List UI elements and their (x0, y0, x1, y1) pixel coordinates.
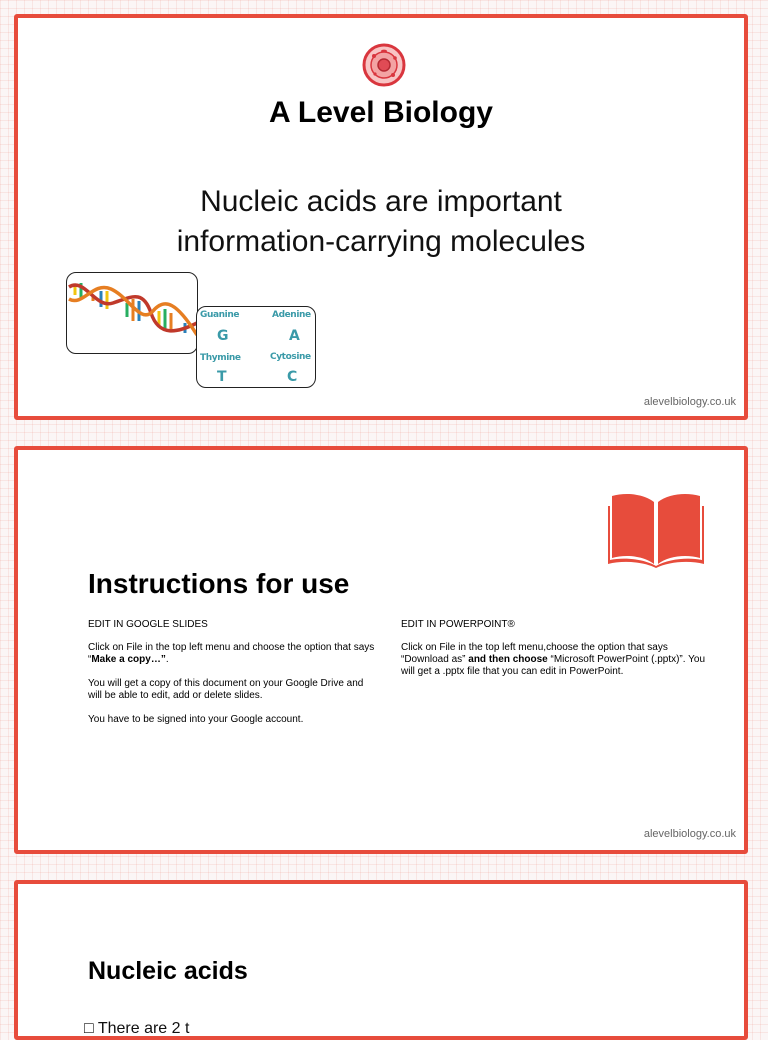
base-letter-a: A (289, 328, 300, 344)
google-slides-instructions (88, 619, 378, 738)
instructions-slide (14, 446, 748, 854)
google-step-3: You have to be signed into your Google account. (88, 714, 304, 725)
slide-title: Nucleic acids (88, 957, 248, 985)
base-letter-t: T (217, 369, 227, 385)
base-letter-c: C (287, 369, 298, 385)
dna-bases-table (196, 306, 316, 388)
base-letter-g: G (217, 328, 229, 344)
subtitle-line-1: Nucleic acids are important (200, 185, 562, 218)
base-name-thymine: Thymine (200, 353, 241, 363)
bullet-text: There are 2 t (97, 1020, 190, 1037)
slide-title: A Level Biology (269, 96, 493, 129)
book-icon (608, 492, 704, 568)
dna-helix-image (66, 272, 198, 354)
cell-icon (362, 41, 406, 89)
powerpoint-step-1: Click on File in the top left menu,choose the option that says “Download as” and then choose “Microsoft PowerPoint (.pptx)”. You will get a .pptx file that you can edit in PowerPoint. (401, 642, 706, 677)
base-name-adenine: Adenine (272, 310, 311, 320)
google-step-2: You will get a copy of this document on your Google Drive and will be able to edit, add or delete slides. (88, 678, 364, 701)
site-footer: alevelbiology.co.uk (643, 828, 736, 840)
powerpoint-heading: EDIT IN POWERPOINT® (401, 619, 515, 630)
dna-helix-icon (67, 273, 197, 353)
site-footer: alevelbiology.co.uk (643, 396, 736, 408)
google-step-1: Click on File in the top left menu and choose the option that says “Make a copy…”. (88, 642, 375, 665)
slide-subtitle (18, 182, 744, 262)
bullet-item (84, 1020, 189, 1038)
nucleic-acids-slide (14, 880, 748, 1040)
title-slide (14, 14, 748, 420)
bullet-marker: □ (84, 1020, 94, 1037)
subtitle-line-2: information-carrying molecules (176, 225, 586, 258)
base-name-cytosine: Cytosine (270, 352, 311, 362)
slide-title: Instructions for use (88, 568, 350, 599)
google-heading: EDIT IN GOOGLE SLIDES (88, 619, 208, 630)
powerpoint-instructions (401, 619, 711, 690)
base-name-guanine: Guanine (200, 310, 240, 320)
